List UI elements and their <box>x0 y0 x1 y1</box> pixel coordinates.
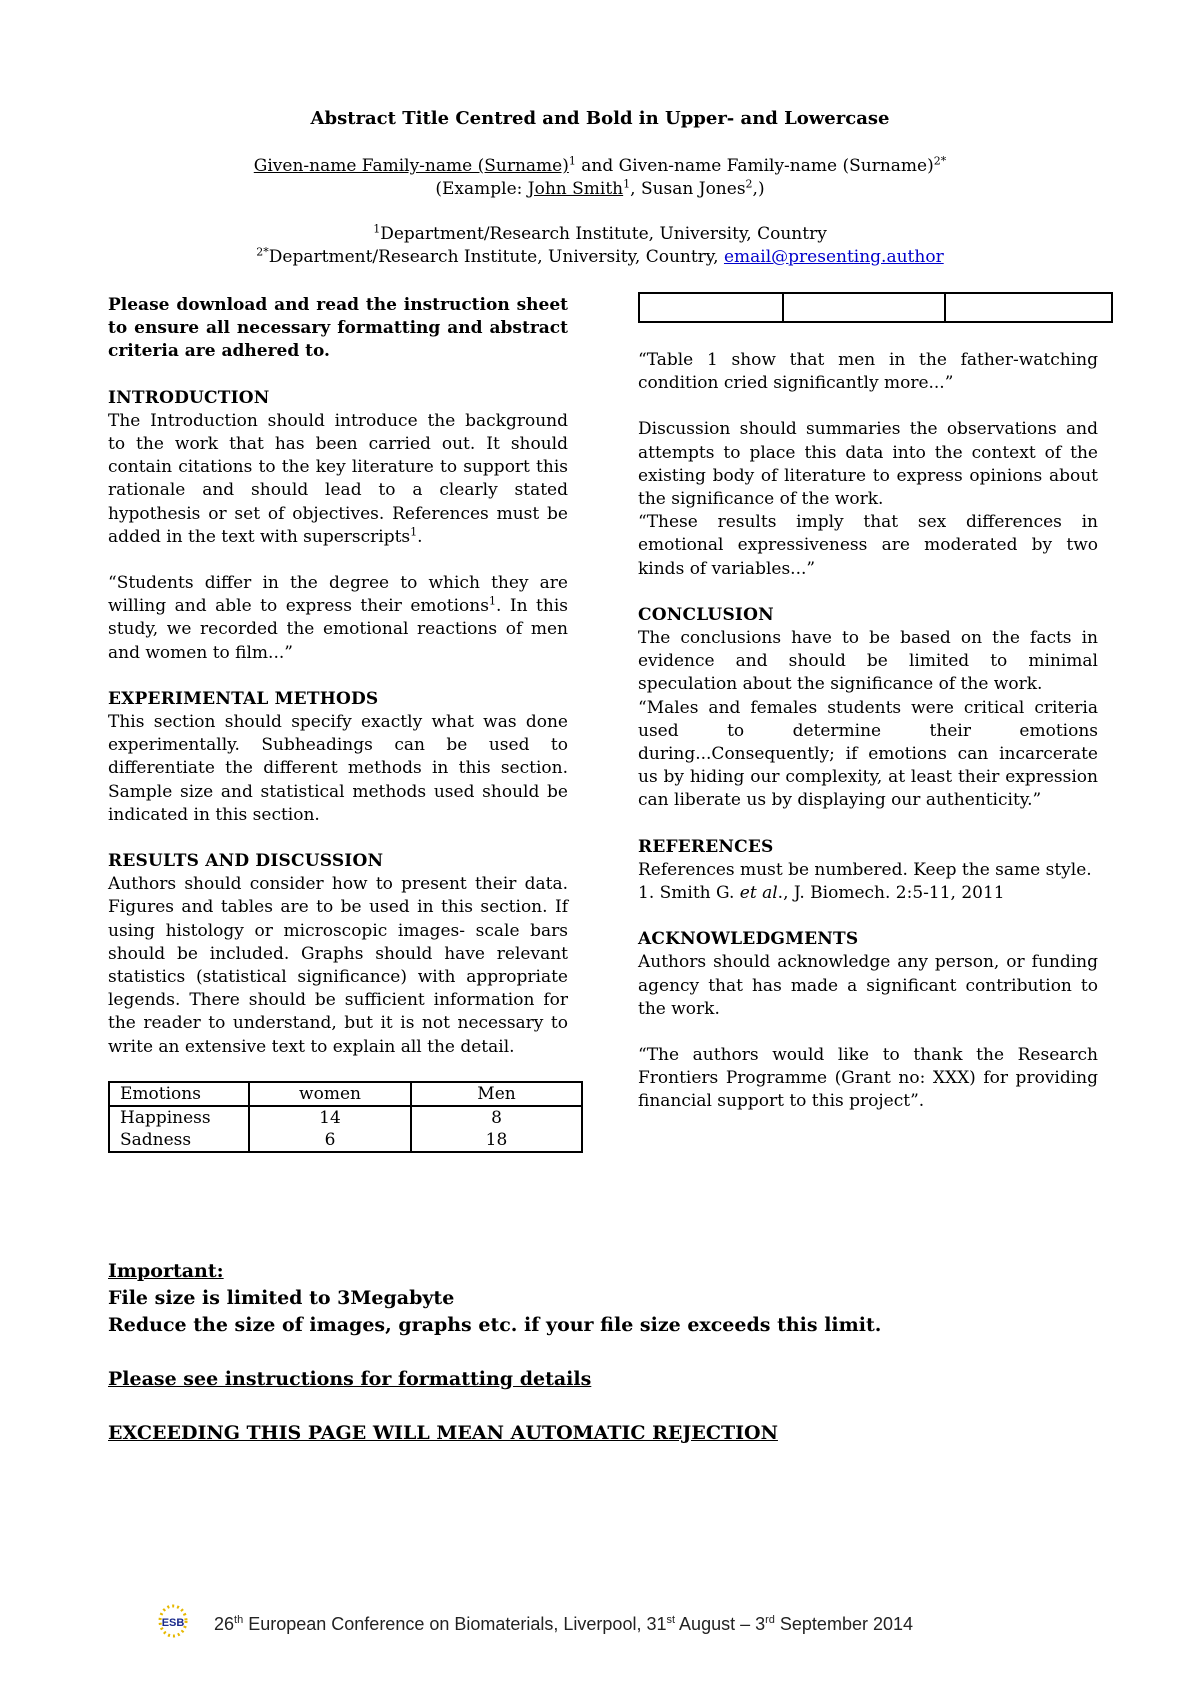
footer-num-sup: th <box>234 1614 244 1626</box>
results-heading: RESULTS AND DISCUSSION <box>108 851 384 872</box>
footer-text-b: August – 3 <box>675 1614 766 1634</box>
author1-superscript: 1 <box>568 154 576 168</box>
methods-heading: EXPERIMENTAL METHODS <box>108 688 379 709</box>
esb-logo-text: ESB <box>161 1617 185 1629</box>
conclusion-text: The conclusions have to be based on the facts in evidence and should be limited to minimal speculation about the significance of the work. <box>638 628 1098 695</box>
discussion-text: Discussion should summaries the observations and attempts to place this data into the context of the existing body of literature to express opinions about the significance of the work. <box>638 419 1098 510</box>
reference-1-source: ., J. Biomech. 2:5-11, 2011 <box>777 883 1005 904</box>
table-cell: 8 <box>411 1106 582 1129</box>
example-superscript-2: 2 <box>745 177 753 191</box>
conclusion-heading: CONCLUSION <box>638 604 774 625</box>
empty-table-cell <box>783 293 945 322</box>
conference-footer-text <box>214 1614 913 1635</box>
author-example-line <box>0 178 1200 201</box>
table-header-cell: Emotions <box>109 1082 249 1106</box>
emotions-table <box>108 1081 583 1153</box>
authors-block <box>0 155 1200 201</box>
table-quote: “Table 1 show that men in the father-watching condition cried significantly more...” <box>638 350 1098 394</box>
example-name-2: , Susan Jones <box>630 179 746 199</box>
presenting-author-name: Given-name Family-name (Surname) <box>253 156 569 176</box>
example-superscript-1: 1 <box>623 177 631 191</box>
table-cell: Sadness <box>109 1129 249 1152</box>
important-notice <box>108 1258 1108 1447</box>
empty-table-cell <box>639 293 783 322</box>
introduction-quote-a: “Students differ in the degree to which they are willing and able to express their emotions <box>108 573 568 617</box>
instruction-notice: Please download and read the instruction sheet to ensure all necessary formatting and abstract criteria are adhered to. <box>108 295 568 362</box>
affiliation-1 <box>0 223 1200 246</box>
introduction-quote-b: . In this study, we recorded the emotional reactions of men and women to film...” <box>108 596 568 663</box>
file-size-limit: File size is limited to 3Megabyte <box>108 1287 455 1309</box>
introduction-body: The Introduction should introduce the background to the work that has been carried out. It should contain citations to the key literature to support this rationale and should lead to a clearly stated hypothesis or set of objectives. References must be added in the text with superscripts <box>108 410 568 547</box>
second-author-name: and Given-name Family-name (Surname) <box>575 156 934 176</box>
important-label: Important: <box>108 1260 224 1282</box>
footer-num: 26 <box>214 1614 235 1634</box>
references-heading: REFERENCES <box>638 836 774 857</box>
introduction-quote-superscript: 1 <box>488 594 496 608</box>
acknowledgments-heading: ACKNOWLEDGMENTS <box>638 929 859 950</box>
table-cell: 6 <box>249 1129 411 1152</box>
affiliation-2-text: Department/Research Institute, University, Country, <box>268 247 724 267</box>
rejection-warning: EXCEEDING THIS PAGE WILL MEAN AUTOMATIC REJECTION <box>108 1422 778 1444</box>
footer-text-c: September 2014 <box>774 1614 913 1634</box>
right-column <box>638 292 1098 1114</box>
introduction-text <box>108 410 568 549</box>
email-link[interactable]: email@presenting.author <box>723 247 944 267</box>
results-text: Authors should consider how to present their data. Figures and tables are to be used in this section. If using histology or microscopic images- scale bars should be included. Graphs should have relevant statistics (statistical significance) with appropriate legends. There should be sufficient information for the reader to understand, but it is not necessary to write an extensive text to explain all the detail. <box>108 874 568 1057</box>
affiliation-2-superscript: 2* <box>256 245 269 259</box>
reference-1-etal: et al <box>739 883 778 904</box>
introduction-heading: INTRODUCTION <box>108 387 270 408</box>
introduction-end: . <box>417 526 423 547</box>
methods-text: This section should specify exactly what was done experimentally. Subheadings can be used to differentiate the different methods in this section. Sample size and statistical methods used should be indicated in this section. <box>108 712 568 825</box>
esb-logo-icon <box>158 1604 188 1638</box>
table-header-row <box>109 1082 582 1106</box>
references-text: References must be numbered. Keep the same style. <box>638 859 1092 880</box>
conclusion-quote: “Males and females students were critical criteria used to determine their emotions during...Consequently; if emotions can incarcerate us by hiding our complexity, at least their expression can liberate us by displaying our authenticity.” <box>638 697 1098 811</box>
empty-table-cell <box>945 293 1112 322</box>
affiliations-block <box>0 223 1200 269</box>
acknowledgments-text: Authors should acknowledge any person, or funding agency that has made a significant contribution to the work. <box>638 952 1098 1019</box>
author2-superscript: 2* <box>933 154 947 168</box>
table-cell: 14 <box>249 1106 411 1129</box>
table-header-cell: Men <box>411 1082 582 1106</box>
reference-1 <box>638 882 1098 905</box>
affiliation-2 <box>0 246 1200 269</box>
table-row <box>109 1106 582 1129</box>
introduction-quote <box>108 572 568 665</box>
formatting-instructions-link: Please see instructions for formatting details <box>108 1368 592 1390</box>
footer-sup-a: st <box>666 1614 676 1626</box>
affiliation-1-superscript: 1 <box>373 222 381 236</box>
footer-text-a: European Conference on Biomaterials, Liverpool, 31 <box>243 1614 667 1634</box>
table-row <box>109 1129 582 1152</box>
discussion-quote: “These results imply that sex differences in emotional expressiveness are moderated by two kinds of variables...” <box>638 512 1098 579</box>
table-cell: Happiness <box>109 1106 249 1129</box>
acknowledgments-quote: “The authors would like to thank the Research Frontiers Programme (Grant no: XXX) for providing financial support to this project”. <box>638 1045 1098 1112</box>
footer <box>158 1604 1058 1644</box>
example-prefix: (Example: <box>435 179 528 199</box>
table-header-cell: women <box>249 1082 411 1106</box>
abstract-title: Abstract Title Centred and Bold in Upper- and Lowercase <box>310 108 890 129</box>
author-line <box>0 155 1200 178</box>
reduce-size-note: Reduce the size of images, graphs etc. if your file size exceeds this limit. <box>108 1314 882 1336</box>
affiliation-1-text: Department/Research Institute, University, Country <box>380 224 827 244</box>
example-name-1: John Smith <box>527 179 624 199</box>
footer-sup-b: rd <box>765 1614 775 1626</box>
empty-table-row <box>638 292 1113 323</box>
table-cell: 18 <box>411 1129 582 1152</box>
left-column <box>108 294 568 1153</box>
introduction-superscript: 1 <box>410 525 418 539</box>
example-suffix: ,) <box>752 179 765 199</box>
reference-1-author: 1. Smith G. <box>638 883 740 904</box>
